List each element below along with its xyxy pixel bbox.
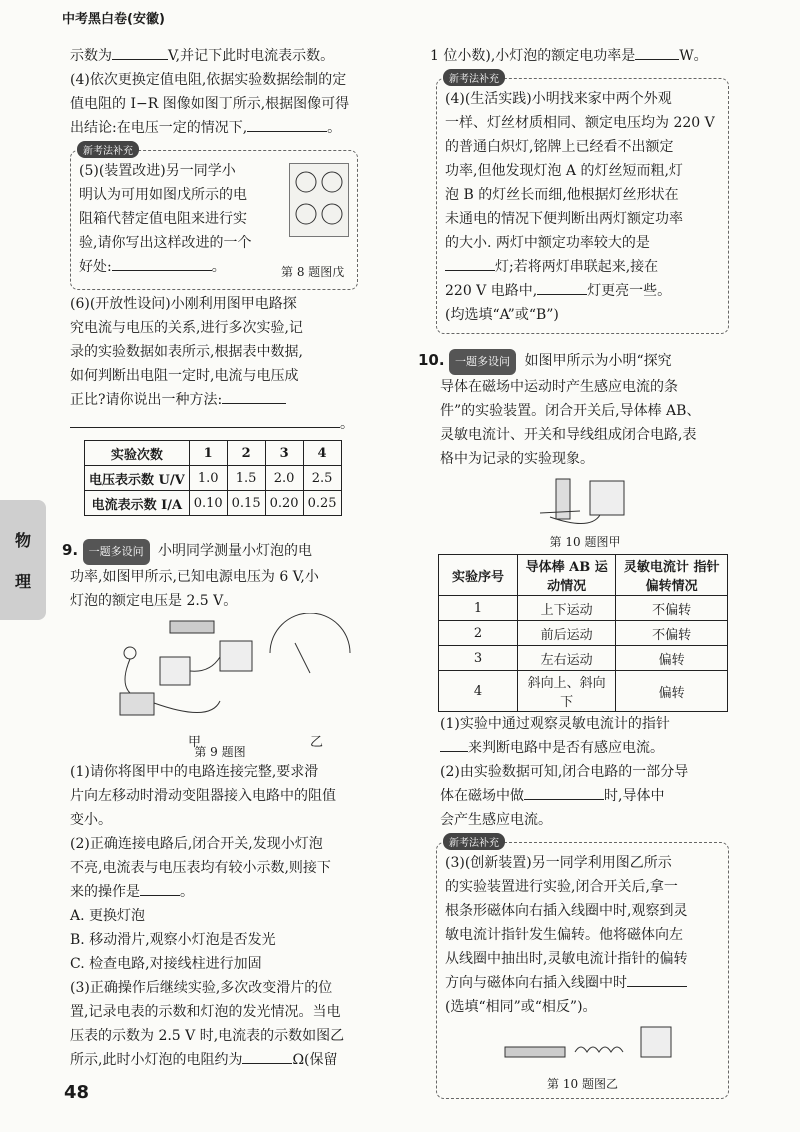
text-line: 来的操作是 。 (70, 880, 410, 904)
text-line: 如何判断出电阻一定时,电流与电压成 (70, 368, 299, 384)
text-line: 灯;若将两灯串联起来,接在 (445, 255, 720, 279)
text-line: (4)(生活实践)小明找来家中两个外观 (445, 91, 672, 107)
circuit-figures (70, 613, 410, 753)
text-line: 220 V 电路中, 灯更亮一些。 (445, 279, 720, 303)
table-header-cell: 1 (189, 441, 227, 466)
text-line: 置,记录电表的示数和灯泡的发光情况。当电 (70, 1004, 341, 1020)
question-10: 10. 一题多设问 如图甲所示为小明“探究 导体在磁场中运动时产生感应电流的条 件”的实验装置。闭合开关后,导体棒 AB、 灵敏电流计、开关和导线组成闭合电路,表 格中为记录的实验现象。 第 10 题图甲 实验序号 导体棒 AB 运动情况 灵敏电流计 指针偏转情况 1 上下运动 不偏转 2 前后运动 不偏转 3 左右运动 偏转 4 斜向上、斜向下 偏转 (1)实验中通过观察灵敏电流计的指针 来判断电路中是否有感应电流。 (2)由实验数据可知,闭合电路的一部分导 体在磁场中做 时,导体中 会产生感应电流。 新考法补充 (3)(创新装置)另一同学利用图乙所示 的实验装置进行实验,闭合开关后,拿一 根条形磁体向右插入线圈中时,观察到灵 敏电流计指针发生偏转。他将磁体向左 从线圈中抽出时,灵敏电流计指针的偏转 方向与磁体向右插入线圈中时 (选填“相同”或“相反”)。 第 10 题图乙 (440, 348, 740, 1099)
text-line: 明认为可用如图戊所示的电 (79, 187, 247, 203)
data-table-q8 (84, 440, 342, 516)
text-line: 不亮,电流表与电压表均有较小示数,则接下 (70, 860, 331, 876)
question-tag: 一题多设问 (449, 349, 516, 375)
side-tab-char: 理 (14, 572, 31, 591)
text-line: 灵敏电流计、开关和导线组成闭合电路,表 (440, 427, 697, 443)
text-line: (5)(装置改进)另一同学小 (79, 163, 236, 179)
new-method-box (436, 838, 729, 1099)
text-line: (2)正确连接电路后,闭合开关,发现小灯泡 (70, 836, 323, 852)
table-header-cell: 4 (303, 441, 341, 466)
text-line: (6)(开放性设问)小刚利用图甲电路探 (70, 296, 297, 312)
text-line: (4)依次更换定值电阻,依据实验数据绘制的定 (70, 72, 347, 88)
page-number: 48 (64, 1082, 90, 1103)
text-line: 的普通白炽灯,铭牌上已经看不出额定 (445, 139, 674, 155)
left-column (62, 44, 410, 1072)
text-line: 的大小. 两灯中额定功率较大的是 (445, 235, 650, 251)
table-header-cell: 导体棒 AB 运动情况 (518, 555, 616, 596)
box-tag: 新考法补充 (443, 69, 505, 86)
text-line: 会产生感应电流。 (440, 812, 552, 828)
table-header-cell: 2 (227, 441, 265, 466)
text-line: 灯泡的额定电压是 2.5 V。 (70, 593, 238, 609)
coil-figure (445, 1019, 720, 1075)
text-line: 件”的实验装置。闭合开关后,导体棒 AB、 (440, 403, 701, 419)
subject-side-tab (0, 500, 46, 620)
text-line: 究电流与电压的关系,进行多次实验,记 (70, 320, 303, 336)
text-line: 根条形磁体向右插入线圈中时,观察到灵 (445, 903, 688, 919)
page-header: 中考黑白卷(安徽) (62, 12, 165, 27)
text-line: (2)由实验数据可知,闭合电路的一部分导 (440, 764, 689, 780)
new-method-box (70, 146, 358, 290)
question-number: 10. (418, 351, 445, 369)
table-header-cell: 灵敏电流计 指针偏转情况 (616, 555, 728, 596)
text-line: (选填“相同”或“相反”)。 (445, 999, 597, 1015)
table-header-cell: 3 (265, 441, 303, 466)
table-row: 2 前后运动 不偏转 (439, 621, 728, 646)
text-line: 阻箱代替定值电阻来进行实 (79, 211, 247, 227)
text-line: 验,请你写出这样改进的一个 (79, 235, 252, 251)
text-line: 一样、灯丝材质相同、额定电压均为 220 V (445, 115, 715, 131)
text-line: 好处: 。 (79, 255, 284, 279)
right-column (418, 44, 740, 1099)
text-line: (均选填“A”或“B”) (445, 307, 559, 323)
figure-caption: 第 8 题图戊 (281, 265, 345, 279)
text-line: 示数为 V,并记下此时电流表示数。 (70, 44, 410, 68)
text-line: 功率,如图甲所示,已知电源电压为 6 V,小 (70, 569, 319, 585)
question-number: 9. (62, 541, 79, 559)
figure-caption: 第 10 题图乙 (547, 1077, 618, 1091)
figure-label: 甲 (188, 735, 202, 750)
table-row: 4 斜向上、斜向下 偏转 (439, 671, 728, 712)
new-method-box (436, 74, 729, 334)
text-line: 出结论:在电压一定的情况下, 。 (70, 116, 410, 140)
text-line: 未通电的情况下便判断出两灯额定功率 (445, 211, 683, 227)
figure-caption: 第 10 题图甲 (549, 535, 621, 549)
text-line: 。 (70, 412, 360, 436)
text-line: 1 位小数),小灯泡的额定电功率是 W。 (430, 44, 740, 68)
text-line: 功率,但他发现灯泡 A 的灯丝短而粗,灯 (445, 163, 683, 179)
table-row: 1 上下运动 不偏转 (439, 596, 728, 621)
text-line: 值电阻的 I−R 图像如图丁所示,根据图像可得 (70, 96, 350, 112)
option-line: C. 检查电路,对接线柱进行加固 (70, 956, 262, 972)
question-tag: 一题多设问 (83, 539, 150, 565)
text-line: (1)实验中通过观察灵敏电流计的指针 (440, 716, 670, 732)
text-line: 体在磁场中做 时,导体中 (440, 784, 740, 808)
text-line: 格中为记录的实验现象。 (440, 451, 594, 467)
text-line: 录的实验数据如表所示,根据表中数据, (70, 344, 303, 360)
table-row: 电压表示数 U/V 1.0 1.5 2.0 2.5 (85, 466, 342, 491)
table-row: 3 左右运动 偏转 (439, 646, 728, 671)
induction-figure (440, 471, 740, 533)
text-line: (3)(创新装置)另一同学利用图乙所示 (445, 855, 672, 871)
text-line: (1)请你将图甲中的电路连接完整,要求滑 (70, 764, 319, 780)
option-line: A. 更换灯泡 (70, 908, 146, 924)
text-line: 片向左移动时滑动变阻器接入电路中的阻值 (70, 788, 336, 804)
text-line: 的实验装置进行实验,闭合开关后,拿一 (445, 879, 678, 895)
question-9: 9. 一题多设问 小明同学测量小灯泡的电 功率,如图甲所示,已知电源电压为 6 V,小 灯泡的额定电压是 2.5 V。 甲 乙 第 9 题图 (1)请你将图甲中的电路连接完整,要求滑 片向左移动时滑动变阻器接入电路中的阻值 变小。 (2)正确连接电路后,闭合开关,发现小灯泡 不亮,电流表与电压表均有较小示数,则接下 来的操作是 。 A. 更换灯泡 B. 移动滑片,观察小灯泡是否发光 C. 检查电路,对接线柱进行加固 (3)正确操作后继续实验,多次改变滑片的位 置,记录电表的示数和灯泡的发光情况。当电 压表的示数为 2.5 V 时,电流表的示数如图乙 所示,此时小灯泡的电阻约为 Ω(保留 (70, 538, 410, 1072)
box-tag: 新考法补充 (443, 833, 505, 850)
data-table-q10 (438, 554, 728, 712)
text-line: 所示,此时小灯泡的电阻约为 Ω(保留 (70, 1048, 410, 1072)
text-line: 导体在磁场中运动时产生感应电流的条 (440, 379, 678, 395)
side-tab-char: 物 (14, 531, 31, 550)
figure-caption: 第 9 题图 (194, 745, 246, 759)
table-row: 电流表示数 I/A 0.10 0.15 0.20 0.25 (85, 491, 342, 516)
text-line: 来判断电路中是否有感应电流。 (440, 736, 740, 760)
text-line: 泡 B 的灯丝长而细,他根据灯丝形状在 (445, 187, 679, 203)
option-line: B. 移动滑片,观察小灯泡是否发光 (70, 932, 276, 948)
figure-label: 乙 (310, 735, 324, 750)
circuit-diagram (70, 613, 390, 729)
text-line: 从线圈中抽出时,灵敏电流计指针的偏转 (445, 951, 688, 967)
text-line: 变小。 (70, 812, 112, 828)
table-header-cell: 实验序号 (439, 555, 518, 596)
text-line: (3)正确操作后继续实验,多次改变滑片的位 (70, 980, 333, 996)
box-tag: 新考法补充 (77, 141, 139, 158)
text-line: 正比?请你说出一种方法: (70, 388, 360, 412)
text-line: 方向与磁体向右插入线圈中时 (445, 971, 720, 995)
resistance-box-figure (289, 163, 349, 237)
text-line: 敏电流计指针发生偏转。他将磁体向左 (445, 927, 683, 943)
text-line: 压表的示数为 2.5 V 时,电流表的示数如图乙 (70, 1028, 345, 1044)
table-header-cell: 实验次数 (85, 441, 190, 466)
